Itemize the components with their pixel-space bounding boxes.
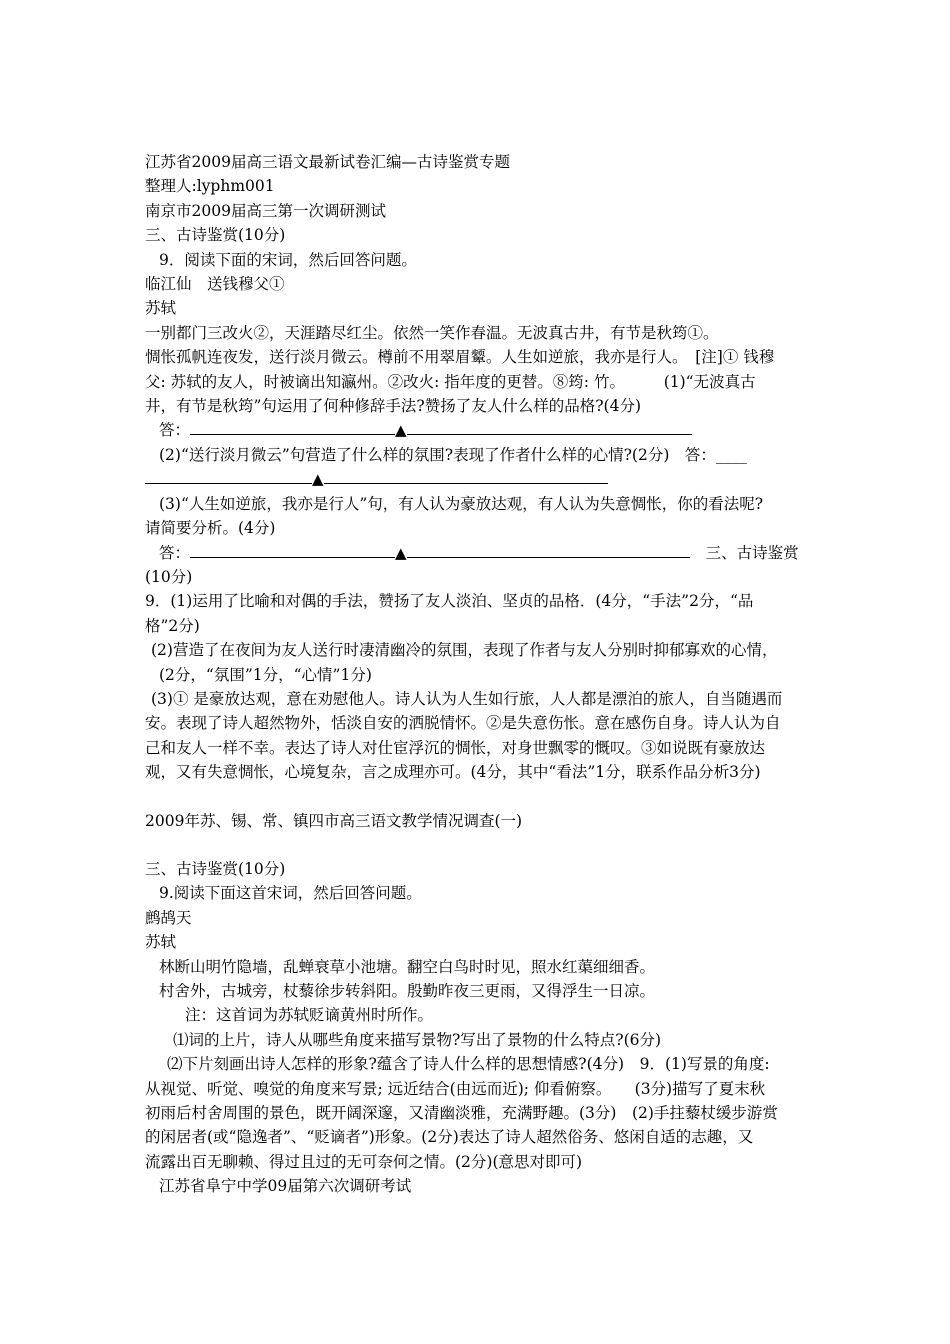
- poem-author: 苏轼: [145, 299, 177, 318]
- question-intro: 9．阅读下面的宋词，然后回答问题。: [159, 250, 417, 269]
- answer-text: 格”2分): [145, 616, 200, 635]
- answer-blank: [190, 543, 395, 558]
- triangle-marker: ▲: [395, 543, 407, 562]
- answer-blank: [190, 420, 395, 435]
- spacer: [145, 785, 810, 809]
- answer-label: 答：: [159, 421, 191, 440]
- answer-blank: [145, 469, 312, 484]
- section-heading-repeat: 三、古诗鉴赏: [705, 543, 799, 562]
- answer-line-1: [145, 418, 810, 442]
- answer-blank: [407, 420, 692, 435]
- question-1: 井，有节是秋筠”句运用了何种修辞手法?赞扬了友人什么样的品格?(4分): [145, 397, 642, 416]
- triangle-marker: ▲: [395, 421, 407, 440]
- document-title: 江苏省2009届高三语文最新试卷汇编—古诗鉴赏专题: [145, 153, 510, 171]
- triangle-marker: ▲: [312, 470, 324, 489]
- question-intro: 9.阅读下面这首宋词，然后回答问题。: [159, 884, 422, 903]
- answer-text: 己和友人一样不幸。表达了诗人对仕宦浮沉的惆怅，对身世飘零的慨叹。③如说既有豪放达: [145, 738, 766, 757]
- answer-text: 流露出百无聊赖、得过且过的无可奈何之情。(2分)(意思对即可): [145, 1152, 583, 1171]
- document-page: [145, 150, 810, 1199]
- answer-text: (3)① 是豪放达观，意在劝慰他人。诗人认为人生如行旅，人人都是漂泊的旅人，自当随遇而: [151, 689, 783, 708]
- question-3-cont: 请简要分析。(4分): [145, 519, 276, 538]
- answer-text: (2分，“氛围”1分，“心情”1分): [159, 665, 372, 684]
- poem-line: 一别都门三改火②，天涯踏尽红尘。依然一笑作春温。无波真古井，有节是秋筠①。: [145, 323, 719, 342]
- question-2: ⑵下片刻画出诗人怎样的形象?蕴含了诗人什么样的思想情感?(4分) 9．(1)写景的角度:: [167, 1055, 770, 1074]
- answer-text: 从视觉、听觉、嗅觉的角度来写景; 远近结合(由远而近); 仰看俯察。 (3分)描写了夏末秋: [145, 1079, 766, 1098]
- question-2: (2)“送行淡月微云”句营造了什么样的氛围?表现了作者什么样的心情?(2分) 答：____: [159, 445, 747, 464]
- section-heading: 三、古诗鉴赏(10分): [145, 859, 286, 878]
- poem-line: 惆怅孤帆连夜发，送行淡月微云。樽前不用翠眉颦。人生如逆旅，我亦是行人。 [注]① 钱穆: [145, 348, 775, 367]
- answer-blank: [407, 543, 690, 558]
- spacer: [145, 833, 810, 857]
- answer-text: (2)营造了在夜间为友人送行时凄清幽冷的氛围，表现了作者与友人分别时抑郁寡欢的心情，: [151, 641, 778, 660]
- answer-blank: [324, 469, 608, 484]
- answer-text: 安。表现了诗人超然物外，恬淡自安的洒脱情怀。②是失意伤怅。意在感伤自身。诗人认为自: [145, 714, 781, 733]
- poem-line: 村舍外，古城旁，杖藜徐步转斜阳。殷勤昨夜三更雨，又得浮生一日凉。: [159, 982, 656, 1000]
- answer-text: 观，又有失意惆怅，心境复杂，言之成理亦可。(4分，其中“看法”1分，联系作品分析3分): [145, 763, 761, 782]
- compiler-line: 整理人:lyphm001: [145, 177, 275, 196]
- answer-text: 9．(1)运用了比喻和对偶的手法，赞扬了友人淡泊、坚贞的品格．(4分，“手法”2分，“品: [145, 592, 754, 611]
- poem-note: 注：这首词为苏轼贬谪黄州时所作。: [185, 1006, 434, 1025]
- answer-text: 初雨后村舍周围的景色，既开阔深邃，又清幽淡雅，充满野趣。(3分) (2)手拄藜杖缓步游赏: [145, 1104, 778, 1123]
- question-3: (3)“人生如逆旅，我亦是行人”句，有人认为豪放达观，有人认为失意惆怅，你的看法呢?: [159, 494, 764, 513]
- poem-author: 苏轼: [145, 933, 177, 952]
- poem-title: 临江仙 送钱穆父①: [145, 275, 285, 294]
- source-nanjing: 南京市2009届高三第一次调研测试: [145, 201, 386, 220]
- source-four-cities: 2009年苏、锡、常、镇四市高三语文教学情况调查(一): [145, 811, 523, 830]
- score-line: (10分): [145, 567, 193, 586]
- question-1: ⑴词的上片，诗人从哪些角度来描写景物?写出了景物的什么特点?(6分): [173, 1030, 662, 1049]
- section-heading: 三、古诗鉴赏(10分): [145, 226, 286, 245]
- source-funing: 江苏省阜宁中学09届第六次调研考试: [159, 1177, 412, 1196]
- answer-label: 答：: [159, 543, 191, 562]
- answer-text: 的闲居者(或“隐逸者”、“贬谪者”)形象。(2分)表达了诗人超然俗务、悠闲自适的志趣，又: [145, 1128, 754, 1147]
- answer-line-2: [145, 467, 810, 491]
- poem-note: 父: 苏轼的友人，时被谪出知瀛州。②改火: 指年度的更替。⑧筠: 竹。 (1)“无波真古: [145, 372, 756, 391]
- answer-line-3: [145, 541, 810, 565]
- poem-line: 林断山明竹隐墙，乱蝉衰草小池塘。翻空白鸟时时见，照水红蕖细细香。: [159, 957, 656, 976]
- poem-title: 鹧鸪天: [145, 908, 192, 927]
